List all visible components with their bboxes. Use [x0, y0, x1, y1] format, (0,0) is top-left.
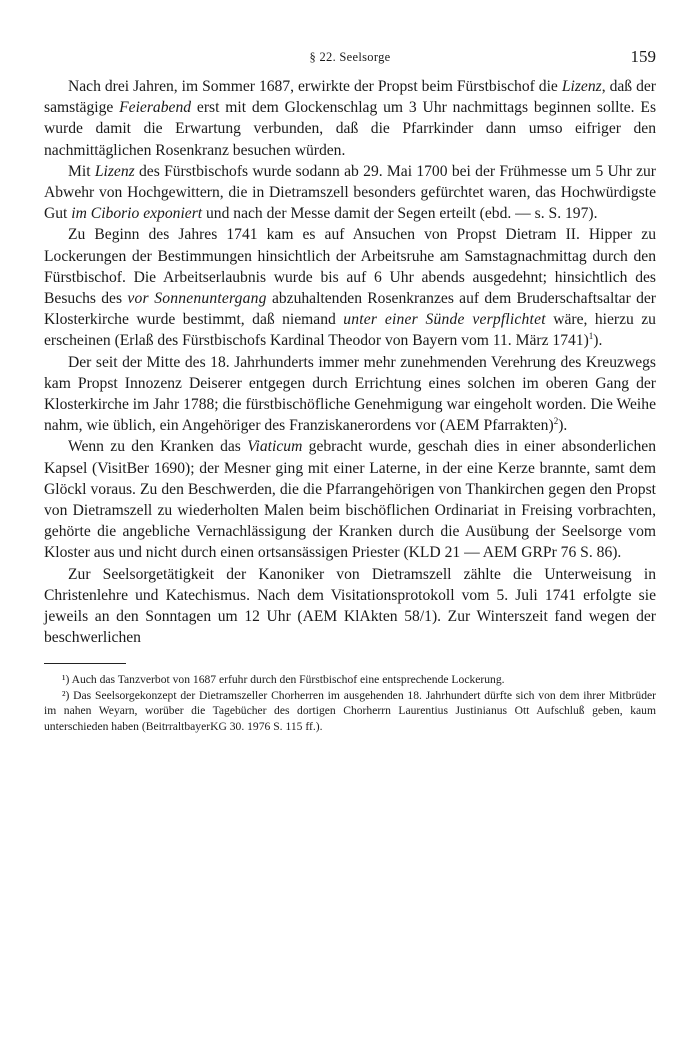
text-run: und nach der Messe damit der Segen erteilt (ebd. — s. S. 197). [202, 205, 598, 223]
text-run: gebracht wurde, geschah dies in einer absonderlichen Kapsel (VisitBer 1690); der Mesner ging mit einer Laterne, in der eine Kerze brannte, samt dem Glöckl voraus. Zu den Beschwerden, die die Pfarrangehörigen von Thankirchen gegen den Propst von Dietramszell zu wiederholten Malen beim bischöflichen Ordinariat in Freising vorbrachten, gehörte die angebliche Vernachlässigung der Kranken durch die Ausübung der Seelsorge vom Kloster aus und nicht durch einen ortsansässigen Priester (KLD 21 — AEM GRPr 76 S. 86). [44, 438, 656, 562]
text-run: Mit [68, 162, 95, 180]
paragraph-5 [44, 436, 656, 563]
page-header [44, 40, 656, 76]
italic-term: Feierabend [119, 99, 192, 117]
footnote-marker[interactable]: 1 [588, 331, 594, 342]
text-run: Zur Seelsorgetätigkeit der Kanoniker von Dietramszell zählte die Unterweisung in Christenlehre und Katechismus. Nach dem Visitationsprotokoll vom 5. Juli 1741 erfolgte sie jeweils an den Sonntagen um 12 Uhr (AEM KlAkten 58/1). Zur Winterszeit fand wegen der beschwerlichen [44, 565, 656, 647]
text-run: Wenn zu den Kranken das [68, 438, 248, 456]
footnote-2: ²) Das Seelsorgekonzept der Dietramszeller Chorherren im ausgehenden 18. Jahrhundert dürfte sich von dem ihrer Mitbrüder im nahen Weyarn, worüber die Tagebücher des dortigen Chorherrn Laurentius Justinianus Ott Aufschluß geben, kaum unterschieden haben (BeitrraltbayerKG 30. 1976 S. 115 ff.). [44, 688, 656, 733]
text-run: erst mit dem Glockenschlag um 3 Uhr nachmittags beginnen sollte. Es wurde damit die Erwartung verbunden, daß die Pfarrkinder dann umso eifriger den nachmittäglichen Rosenkranz besuchen würden. [44, 99, 657, 159]
italic-term: unter einer Sünde verpflichtet [343, 311, 546, 329]
book-page [44, 40, 656, 734]
text-run: wäre, hierzu zu erscheinen (Erlaß des Fürstbischofs Kardinal Theodor von Bayern vom 11. März 1741) [44, 311, 656, 350]
paragraph-2 [44, 161, 656, 225]
text-run: abzuhaltenden Rosenkranzes auf dem Bruderschaftsaltar der Klosterkirche wurde bestimmt, daß niemand [44, 290, 656, 329]
text-run: ). [558, 417, 568, 435]
text-run: ). [593, 332, 603, 350]
text-run: Nach drei Jahren, im Sommer 1687, erwirkte der Propst beim Fürstbischof die [68, 78, 562, 95]
paragraph-3 [44, 224, 656, 351]
text-run: Der seit der Mitte des 18. Jahrhunderts immer mehr zunehmenden Verehrung des Kreuzwegs kam Propst Innozenz Deiserer entgegen durch Errichtung eines solchen im oberen Gang der Klosterkirche im Jahr 1788; die fürstbischöfliche Genehmigung war eingeholt worden. Die Weihe nahm, wie üblich, ein Angehöriger des Franziskanerordens vor (AEM Pfarrakten) [44, 353, 656, 435]
paragraph-4 [44, 352, 656, 437]
italic-term: Viaticum [247, 438, 303, 456]
footnotes [44, 672, 656, 734]
italic-term: vor Sonnenuntergang [127, 290, 267, 308]
running-head: § 22. Seelsorge [309, 50, 391, 64]
footnote-1: ¹) Auch das Tanzverbot von 1687 erfuhr durch den Fürstbischof eine entsprechende Lockerung. [62, 673, 505, 687]
text-run: des Fürstbischofs wurde sodann ab 29. Mai 1700 bei der Frühmesse um 5 Uhr zur Abwehr von Hochgewittern, die in Dietramszell besonders gefürchtet waren, das Hochwürdigste Gut [44, 162, 656, 223]
italic-term: Lizenz [94, 162, 135, 180]
italic-term: Lizenz [561, 78, 602, 95]
body-text [44, 76, 656, 648]
paragraph-1 [44, 76, 656, 161]
italic-term: im Ciborio exponiert [71, 205, 203, 223]
text-run: Zu Beginn des Jahres 1741 kam es auf Ansuchen von Propst Dietram II. Hipper zu Lockerungen der Bestimmungen hinsichtlich der Arbeitsruhe am Samstagnachmittag durch den Fürstbischof. Die Arbeitserlaubnis wurde bis auf 6 Uhr abends ausgedehnt; hinsichtlich des Besuchs des [44, 226, 656, 308]
footnote-divider [44, 663, 126, 664]
page-number: 159 [630, 47, 656, 66]
footnote-marker[interactable]: 2 [553, 416, 559, 427]
paragraph-6 [44, 564, 656, 649]
text-run: , daß der samstägige [44, 78, 656, 117]
